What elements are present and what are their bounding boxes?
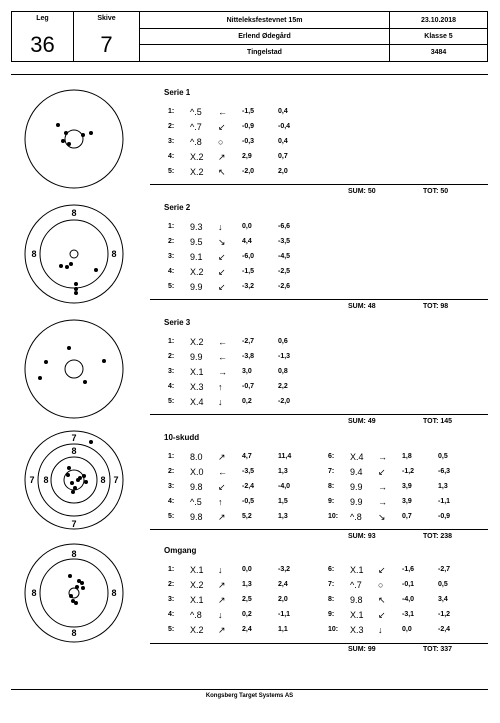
shot-number: 4:	[168, 268, 175, 275]
shot-number: 6:	[328, 453, 335, 460]
shot-x: -3,2	[242, 283, 255, 290]
shot-x: 0,0	[242, 566, 252, 573]
shot-mark	[74, 601, 78, 605]
shot-row	[168, 396, 318, 408]
shot-x: 0,0	[242, 223, 252, 230]
shot-x: 4,7	[242, 453, 252, 460]
shot-direction-icon: ↗	[218, 152, 226, 162]
shot-number: 3:	[168, 138, 175, 145]
shot-x: 0,2	[242, 611, 252, 618]
shot-row	[328, 579, 478, 591]
shot-mark	[81, 133, 85, 137]
leg-label: Leg	[36, 15, 49, 22]
section-total: TOT: 98	[423, 303, 449, 310]
shot-row	[168, 351, 318, 363]
ring-label: 8	[100, 475, 106, 485]
shot-direction-icon: ↖	[218, 167, 226, 177]
shot-row	[168, 151, 318, 163]
shot-number: 9:	[328, 611, 335, 618]
ring-label: 7	[71, 433, 77, 443]
shot-number: 7:	[328, 581, 335, 588]
shot-score: X.4	[190, 397, 204, 407]
club-name: Tingelstad	[247, 49, 282, 56]
shot-number: 3:	[168, 483, 175, 490]
shot-row	[328, 496, 478, 508]
shot-row	[168, 451, 318, 463]
shot-row	[328, 511, 478, 523]
shot-direction-icon: ←	[218, 107, 227, 117]
shot-y: -1,1	[278, 611, 291, 618]
section-sum: SUM: 49	[348, 418, 376, 425]
shot-mark	[65, 265, 69, 269]
ring-label: 7	[113, 475, 119, 485]
shot-number: 8:	[328, 596, 335, 603]
shot-row	[168, 336, 318, 348]
shot-number: 3:	[168, 596, 175, 603]
section-sum: SUM: 50	[348, 188, 376, 195]
shot-y: 11,4	[278, 453, 292, 460]
shot-y: -0,9	[438, 513, 451, 520]
shot-row	[168, 266, 318, 278]
shot-number: 2:	[168, 353, 175, 360]
shot-mark	[81, 586, 85, 590]
section-total: TOT: 337	[423, 646, 453, 653]
shot-number: 4:	[168, 611, 175, 618]
shot-mark	[74, 282, 78, 286]
shot-y: 1,3	[278, 513, 288, 520]
shot-x: 3,0	[242, 368, 252, 375]
shot-y: 3,4	[438, 596, 448, 603]
shot-score: X.1	[190, 565, 204, 575]
shot-x: -3,1	[402, 611, 415, 618]
ring-label: 8	[71, 208, 77, 218]
shot-score: 9.4	[350, 467, 363, 477]
shot-row	[328, 624, 478, 636]
shot-row	[168, 594, 318, 606]
shot-row	[168, 221, 318, 233]
shot-score: 9.9	[190, 352, 203, 362]
shot-mark	[69, 262, 73, 266]
shot-number: 3:	[168, 253, 175, 260]
ring-label: 8	[71, 549, 77, 559]
ring-label: 8	[71, 628, 77, 638]
shot-number: 2:	[168, 468, 175, 475]
shot-y: -2,7	[438, 566, 451, 573]
shot-mark	[76, 478, 80, 482]
shot-direction-icon: ○	[378, 580, 384, 590]
shot-number: 10:	[328, 513, 339, 520]
shot-x: 0,7	[402, 513, 412, 520]
shot-number: 4:	[168, 153, 175, 160]
shot-score: 9.9	[350, 482, 363, 492]
shooter-name: Erlend Ødegård	[238, 33, 291, 40]
shot-score: X.2	[190, 267, 204, 277]
shot-row	[168, 236, 318, 248]
ring-label: 8	[71, 446, 77, 456]
shot-mark	[80, 581, 84, 585]
shot-score: 9.1	[190, 252, 203, 262]
shot-y: 0,4	[278, 108, 288, 115]
shot-number: 5:	[168, 513, 175, 520]
shot-number: 8:	[328, 483, 335, 490]
shot-x: 4,4	[242, 238, 252, 245]
shot-y: -3,2	[278, 566, 291, 573]
shot-row	[168, 281, 318, 293]
shot-number: 2:	[168, 123, 175, 130]
shot-mark	[73, 486, 77, 490]
shot-x: 0,2	[242, 398, 252, 405]
shot-x: -0,7	[242, 383, 255, 390]
shot-y: -0,4	[278, 123, 291, 130]
shot-mark	[68, 574, 72, 578]
ring-label: 8	[31, 588, 37, 598]
shot-y: -2,6	[278, 283, 291, 290]
section-title: Serie 3	[164, 318, 191, 327]
shot-row	[168, 366, 318, 378]
target-serie-1	[24, 89, 124, 189]
shot-mark	[71, 490, 75, 494]
shot-direction-icon: ↙	[378, 610, 386, 620]
target-serie-3	[24, 319, 124, 419]
shot-score: X.1	[190, 367, 204, 377]
shot-mark	[70, 481, 74, 485]
section-sum: SUM: 99	[348, 646, 376, 653]
skive-value: 7	[100, 32, 113, 57]
shot-mark	[75, 585, 79, 589]
shot-y: -4,0	[278, 483, 291, 490]
shot-number: 5:	[168, 168, 175, 175]
leg-value: 36	[30, 32, 55, 57]
shot-y: 1,1	[278, 626, 288, 633]
shot-row	[168, 466, 318, 478]
shot-score: X.4	[350, 452, 364, 462]
shot-score: X.0	[190, 467, 204, 477]
shot-x: 3,9	[402, 483, 412, 490]
shot-score: ^.8	[190, 137, 202, 147]
shot-x: 1,8	[402, 453, 412, 460]
header-table	[11, 11, 488, 62]
shot-mark	[61, 139, 65, 143]
shot-row	[168, 481, 318, 493]
shot-score: ^.8	[350, 512, 362, 522]
shot-score: 9.3	[190, 222, 203, 232]
shot-mark	[66, 473, 70, 477]
shot-row	[168, 166, 318, 178]
shot-y: 0,7	[278, 153, 288, 160]
shot-mark	[67, 466, 71, 470]
ring-label: 8	[111, 249, 117, 259]
shot-y: 0,6	[278, 338, 288, 345]
shot-y: -2,5	[278, 268, 291, 275]
shot-score: ^.5	[190, 497, 202, 507]
shot-x: -1,2	[402, 468, 415, 475]
shot-x: -2,7	[242, 338, 255, 345]
shot-x: -4,0	[402, 596, 415, 603]
shot-mark	[56, 123, 60, 127]
section-sum: SUM: 93	[348, 533, 376, 540]
shot-x: -3,5	[242, 468, 255, 475]
event-date: 23.10.2018	[420, 17, 457, 24]
shot-direction-icon: ↗	[218, 595, 226, 605]
shot-score: 8.0	[190, 452, 203, 462]
shot-mark	[64, 131, 68, 135]
shot-y: 0,8	[278, 368, 288, 375]
shot-x: -1,5	[242, 268, 255, 275]
shot-y: 1,5	[278, 498, 288, 505]
shot-direction-icon: ↗	[218, 512, 226, 522]
shot-score: X.3	[190, 382, 204, 392]
shot-y: 2,0	[278, 596, 288, 603]
ring-label: 7	[71, 519, 77, 529]
ring-label: 8	[31, 249, 37, 259]
shot-number: 1:	[168, 453, 175, 460]
shot-x: -0,5	[242, 498, 255, 505]
shot-x: 2,5	[242, 596, 252, 603]
shot-mark	[38, 376, 42, 380]
shot-score: 9.8	[190, 482, 203, 492]
shot-row	[328, 481, 478, 493]
shot-direction-icon: ↙	[218, 482, 226, 492]
shot-score: X.2	[190, 580, 204, 590]
shot-number: 5:	[168, 626, 175, 633]
footer-company: Kongsberg Target Systems AS	[205, 693, 294, 699]
shot-mark	[102, 359, 106, 363]
shot-direction-icon: ←	[218, 352, 227, 362]
shooter-number: 3484	[430, 49, 447, 56]
shot-mark	[44, 360, 48, 364]
shot-number: 9:	[328, 498, 335, 505]
shot-y: 0,5	[438, 581, 448, 588]
shot-row	[168, 609, 318, 621]
shot-direction-icon: ↖	[378, 595, 386, 605]
shot-y: -4,5	[278, 253, 291, 260]
section-total: TOT: 145	[423, 418, 453, 425]
shot-mark	[89, 131, 93, 135]
shot-direction-icon: ↗	[218, 625, 226, 635]
shot-row	[168, 564, 318, 576]
shot-score: X.1	[350, 565, 364, 575]
ring-label: 7	[29, 475, 35, 485]
shot-x: -2,4	[242, 483, 255, 490]
shot-number: 10:	[328, 626, 339, 633]
shot-direction-icon: ↓	[218, 397, 223, 407]
shot-score: 9.9	[350, 497, 363, 507]
target-serie-2	[24, 204, 124, 304]
shot-score: ^.7	[350, 580, 362, 590]
shot-y: 1,3	[278, 468, 288, 475]
section-title: Serie 1	[164, 88, 191, 97]
shot-number: 1:	[168, 223, 175, 230]
shot-direction-icon: ↙	[218, 282, 226, 292]
shot-score: ^.8	[190, 610, 202, 620]
shot-y: -2,0	[278, 398, 291, 405]
shot-row	[328, 609, 478, 621]
shot-number: 5:	[168, 283, 175, 290]
shot-y: 2,2	[278, 383, 288, 390]
shot-direction-icon: ↙	[218, 122, 226, 132]
shot-direction-icon: ↙	[378, 565, 386, 575]
shot-y: 2,0	[278, 168, 288, 175]
shot-x: -1,6	[402, 566, 415, 573]
shot-y: -1,2	[438, 611, 451, 618]
shot-y: 1,3	[438, 483, 448, 490]
shooter-class: Klasse 5	[424, 33, 453, 40]
shot-x: 5,2	[242, 513, 252, 520]
shot-number: 6:	[328, 566, 335, 573]
shot-y: -2,4	[438, 626, 451, 633]
shot-y: -1,1	[438, 498, 451, 505]
shot-row	[328, 594, 478, 606]
shot-row	[168, 121, 318, 133]
shot-direction-icon: ↙	[378, 467, 386, 477]
shot-row	[168, 136, 318, 148]
shot-row	[168, 624, 318, 636]
shot-score: X.2	[190, 152, 204, 162]
shot-score: ^.5	[190, 107, 202, 117]
shot-direction-icon: →	[378, 452, 387, 462]
shot-score: X.2	[190, 337, 204, 347]
shot-number: 5:	[168, 398, 175, 405]
shot-direction-icon: ↓	[218, 610, 223, 620]
shot-y: -3,5	[278, 238, 291, 245]
shot-score: X.1	[190, 595, 204, 605]
shot-y: 0,4	[278, 138, 288, 145]
section-title: Omgang	[164, 546, 197, 555]
shot-x: -0,3	[242, 138, 255, 145]
shot-x: 1,3	[242, 581, 252, 588]
shot-row	[168, 251, 318, 263]
shot-mark	[67, 142, 71, 146]
ring-label: 8	[43, 475, 49, 485]
shot-direction-icon: ↙	[218, 252, 226, 262]
shot-direction-icon: ↗	[218, 452, 226, 462]
shot-row	[168, 579, 318, 591]
target-10-skudd	[24, 430, 124, 530]
shot-direction-icon: ↗	[218, 580, 226, 590]
shot-number: 3:	[168, 368, 175, 375]
shot-mark	[59, 264, 63, 268]
shot-score: 9.8	[350, 595, 363, 605]
shot-mark	[74, 291, 78, 295]
shot-score: 9.8	[190, 512, 203, 522]
shot-y: 0,5	[438, 453, 448, 460]
shot-direction-icon: ←	[218, 467, 227, 477]
shot-number: 1:	[168, 566, 175, 573]
shot-number: 1:	[168, 108, 175, 115]
shot-direction-icon: ↑	[218, 382, 223, 392]
leg-cell	[12, 12, 74, 61]
shot-score: X.1	[350, 610, 364, 620]
shot-score: 9.5	[190, 237, 203, 247]
section-total: TOT: 238	[423, 533, 453, 540]
shot-x: -0,9	[242, 123, 255, 130]
shot-direction-icon: ↑	[218, 497, 223, 507]
shot-mark	[94, 268, 98, 272]
shot-direction-icon: ↓	[378, 625, 383, 635]
shot-x: -6,0	[242, 253, 255, 260]
shot-score: 9.9	[190, 282, 203, 292]
shot-direction-icon: ←	[218, 337, 227, 347]
shot-direction-icon: ↘	[218, 237, 226, 247]
shot-direction-icon: ↘	[378, 512, 386, 522]
shot-mark	[69, 594, 73, 598]
shot-direction-icon: ↓	[218, 222, 223, 232]
skive-label: Skive	[97, 15, 116, 22]
shot-direction-icon: ↙	[218, 267, 226, 277]
shot-x: -3,8	[242, 353, 255, 360]
shot-y: -6,6	[278, 223, 291, 230]
shot-y: 2,4	[278, 581, 288, 588]
shot-direction-icon: →	[378, 482, 387, 492]
shot-y: -6,3	[438, 468, 451, 475]
shot-number: 1:	[168, 338, 175, 345]
shot-mark	[82, 474, 86, 478]
shot-number: 4:	[168, 498, 175, 505]
shot-direction-icon: ○	[218, 137, 224, 147]
shot-x: -1,5	[242, 108, 255, 115]
shot-row	[328, 564, 478, 576]
shot-x: -2,0	[242, 168, 255, 175]
shot-row	[168, 106, 318, 118]
shot-row	[168, 511, 318, 523]
skive-cell	[74, 12, 140, 61]
shot-mark	[74, 287, 78, 291]
section-title: 10-skudd	[164, 433, 200, 442]
shot-y: -1,3	[278, 353, 291, 360]
shot-x: 2,4	[242, 626, 252, 633]
shot-score: X.2	[190, 625, 204, 635]
shot-number: 2:	[168, 581, 175, 588]
section-title: Serie 2	[164, 203, 191, 212]
target-omgang	[24, 543, 124, 643]
shot-mark	[83, 380, 87, 384]
shot-row	[328, 451, 478, 463]
ring-label: 8	[111, 588, 117, 598]
shot-mark	[89, 440, 93, 444]
shot-row	[168, 496, 318, 508]
shot-x: 3,9	[402, 498, 412, 505]
shot-mark	[84, 480, 88, 484]
shot-number: 4:	[168, 383, 175, 390]
shot-score: X.3	[350, 625, 364, 635]
shot-row	[328, 466, 478, 478]
shot-x: -0,1	[402, 581, 415, 588]
shot-direction-icon: ↓	[218, 565, 223, 575]
shot-score: X.2	[190, 167, 204, 177]
shot-direction-icon: →	[218, 367, 227, 377]
shot-row	[168, 381, 318, 393]
section-total: TOT: 50	[423, 188, 449, 195]
shot-score: ^.7	[190, 122, 202, 132]
section-sum: SUM: 48	[348, 303, 376, 310]
shot-x: 0,0	[402, 626, 412, 633]
shot-x: 2,9	[242, 153, 252, 160]
shot-number: 7:	[328, 468, 335, 475]
event-name: Nitteleksfestevnet 15m	[226, 17, 303, 24]
shot-number: 2:	[168, 238, 175, 245]
shot-mark	[67, 346, 71, 350]
shot-direction-icon: →	[378, 497, 387, 507]
